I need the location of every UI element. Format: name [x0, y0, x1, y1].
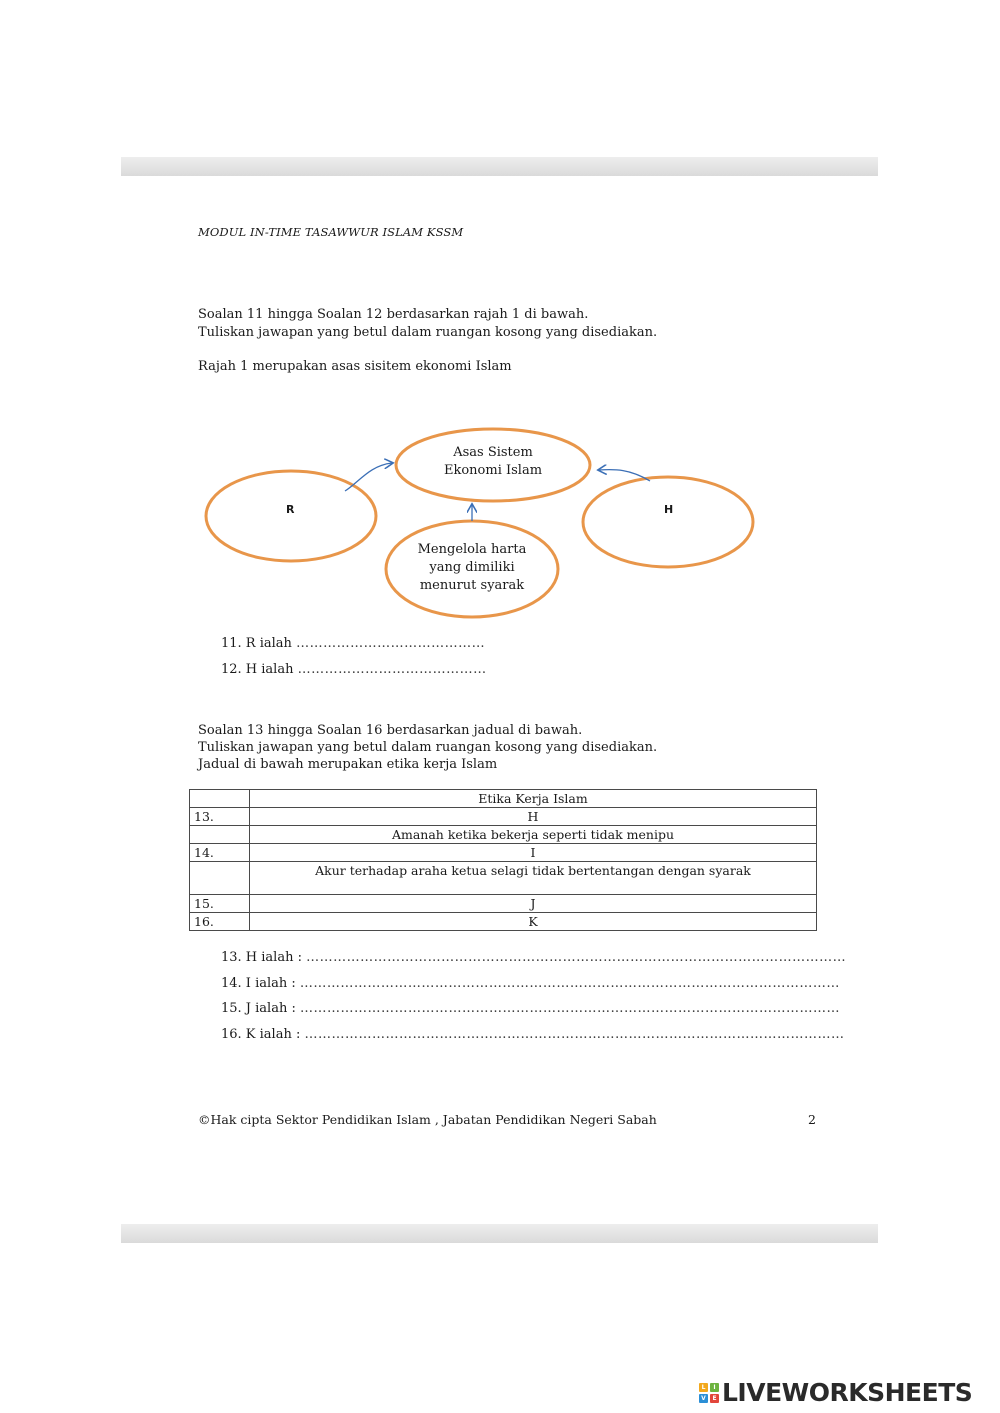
table-row: Amanah ketika bekerja seperti tidak menipu — [190, 826, 817, 844]
section2-table-caption: Jadual di bawah merupakan etika kerja Islam — [198, 757, 498, 772]
section1-diagram-caption: Rajah 1 merupakan asas sisitem ekonomi Islam — [198, 359, 512, 374]
answer-blank-11[interactable]: …………………………………… — [296, 636, 486, 651]
table-row: 14. I — [190, 844, 817, 862]
table-header: Etika Kerja Islam — [250, 790, 817, 808]
logo-wordmark: LIVEWORKSHEETS — [722, 1378, 973, 1407]
answer-blank-14[interactable]: ………………………………………………………………………………………………………… — [299, 976, 840, 991]
answer-blank-13[interactable]: ………………………………………………………………………………………………………… — [306, 950, 847, 965]
etika-kerja-table — [189, 789, 817, 931]
logo-squares-icon: L I V E — [699, 1383, 719, 1403]
right-ellipse — [583, 477, 753, 567]
answer-blank-12[interactable]: …………………………………… — [297, 662, 487, 677]
answer-blank-16[interactable]: ………………………………………………………………………………………………………… — [304, 1027, 845, 1042]
page-top-bar — [121, 157, 878, 176]
liveworksheets-logo — [699, 1380, 972, 1406]
left-ellipse — [206, 471, 376, 561]
table-row: 13. H — [190, 808, 817, 826]
table-header-row — [190, 790, 817, 808]
question-12: 12. H ialah …………………………………… — [221, 662, 487, 677]
footer-copyright: ©Hak cipta Sektor Pendidikan Islam , Jabatan Pendidikan Negeri Sabah — [198, 1112, 657, 1127]
table-row: 16. K — [190, 913, 817, 931]
table-row: 15. J — [190, 895, 817, 913]
page-bottom-bar — [121, 1224, 878, 1243]
section1-instruction-2: Tuliskan jawapan yang betul dalam ruangan kosong yang disediakan. — [198, 325, 658, 340]
answer-blank-15[interactable]: ………………………………………………………………………………………………………… — [300, 1001, 840, 1016]
center-bubble-text: Asas Sistem Ekonomi Islam — [443, 445, 543, 478]
question-16: 16. K ialah : ………………………………………………………………………………………………………… — [221, 1027, 845, 1042]
right-bubble-label: H — [664, 503, 674, 516]
question-13: 13. H ialah : ………………………………………………………………………………………………………… — [221, 950, 847, 965]
question-14: 14. I ialah : ………………………………………………………………………………………………………… — [221, 976, 840, 991]
section1-instruction-1: Soalan 11 hingga Soalan 12 berdasarkan rajah 1 di bawah. — [198, 307, 589, 322]
section2-instruction-1: Soalan 13 hingga Soalan 16 berdasarkan jadual di bawah. — [198, 723, 583, 738]
arrow-left-to-center — [345, 463, 392, 491]
economy-diagram — [190, 415, 770, 630]
left-bubble-label: R — [286, 503, 295, 516]
table-row: Akur terhadap araha ketua selagi tidak bertentangan dengan syarak — [190, 862, 817, 895]
question-11: 11. R ialah …………………………………… — [221, 636, 486, 651]
bottom-bubble-text: Mengelola harta yang dimiliki menurut syarak — [417, 542, 527, 593]
module-header-title: MODUL IN-TIME TASAWWUR ISLAM KSSM — [198, 225, 464, 239]
section2-instruction-2: Tuliskan jawapan yang betul dalam ruangan kosong yang disediakan. — [198, 740, 658, 755]
question-15: 15. J ialah : ………………………………………………………………………………………………………… — [221, 1001, 840, 1016]
footer-page-number: 2 — [808, 1112, 816, 1127]
